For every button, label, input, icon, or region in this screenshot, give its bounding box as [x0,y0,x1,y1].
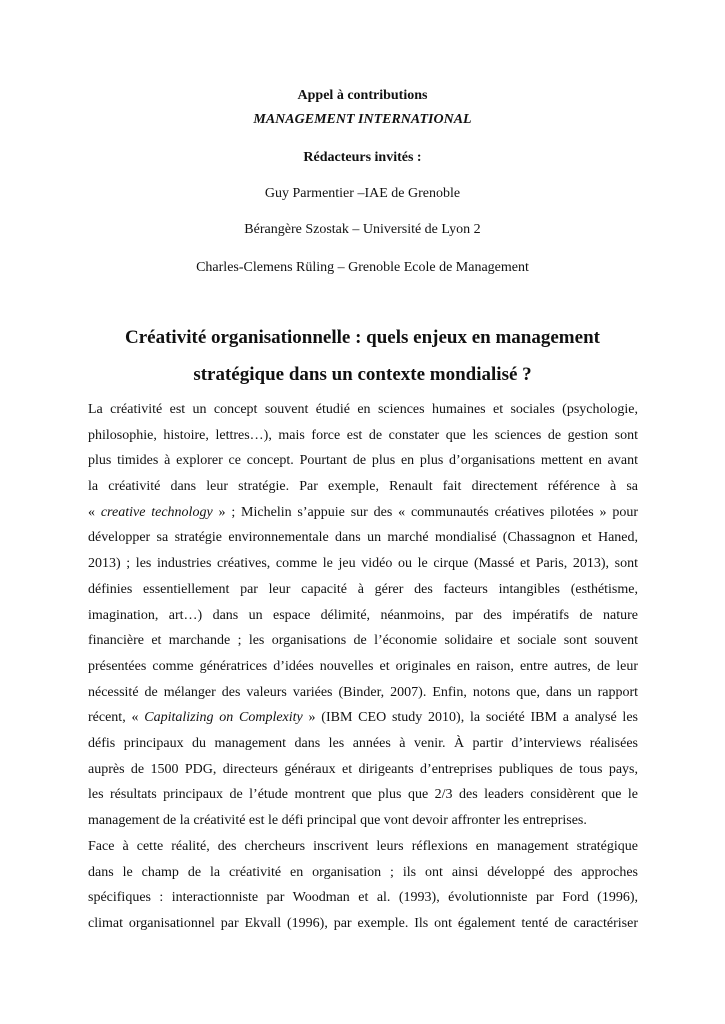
text-line: 2013) ; les industries créatives, comme le jeu vidéo ou le cirque (Massé et Paris, 2013), sont [88,556,638,572]
text-segment: récent, « [88,710,145,726]
text-line: management de la créativité est le défi principal que vont devoir affronter les entreprises. [88,813,587,828]
text-line: auprès de 1500 PDG, directeurs généraux et dirigeants d’entreprises publiques de tous pays, [88,761,638,777]
text-line: les résultats principaux de l’étude montrent que plus que 2/3 des leaders considèrent que le [88,787,638,803]
text-line: définies essentiellement par leur capacité à gérer des facteurs intangibles (esthétisme, [88,581,638,597]
creative-technology-term: creative technology [100,504,213,520]
text-line [88,500,638,526]
text-segment: » (IBM CEO study 2010), la société IBM a analysé les [302,710,638,726]
call-for-papers-heading: Appel à contributions [297,88,428,103]
paragraph-1 [88,397,638,834]
text-line: climat organisationnel par Ekvall (1996), par exemple. Ils ont également tenté de caractériser [88,916,638,932]
paragraph-2 [88,834,638,937]
guest-editors-label: Rédacteurs invités : [303,150,422,165]
text-line: nécessité de mélanger des valeurs variées (Binder, 2007). Enfin, notons que, dans un rapport [88,684,638,700]
text-line: spécifiques : interactionniste par Woodman et al. (1993), évolutionniste par Ford (1996), [88,890,638,906]
text-line: la créativité dans leur stratégie. Par exemple, Renault fait directement référence à sa [88,479,638,495]
quote-open: « [88,504,101,520]
text-line: La créativité est un concept souvent étudié en sciences humaines et sociales (psychologie, [88,402,638,417]
article-title-line-2: stratégique dans un contexte mondialisé ? [193,364,532,385]
text-line: défis principaux du management dans les années à venir. À partir d’interviews réalisées [88,735,638,751]
editor-2: Bérangère Szostak – Université de Lyon 2 [244,222,481,237]
text-line: financière et marchande ; les organisations de l’économie solidaire et sociale sont souvent [88,633,638,649]
text-line: plus timides à explorer ce concept. Pourtant de plus en plus d’organisations mettent en avant [88,453,638,469]
editor-1: Guy Parmentier –IAE de Grenoble [264,186,461,201]
text-line [88,705,638,731]
report-title: Capitalizing on Complexity [144,710,303,726]
text-segment: » ; Michelin s’appuie sur des « communautés créatives pilotées » pour [212,504,638,520]
journal-name: MANAGEMENT INTERNATIONAL [253,112,472,127]
text-line: présentées comme génératrices d’idées nouvelles et originales en raison, entre autres, de leur [88,658,638,674]
text-line: dans le champ de la créativité en organisation ; ils ont ainsi développé des approches [88,864,638,880]
editor-3: Charles-Clemens Rüling – Grenoble Ecole de Management [196,260,529,275]
text-line: Face à cette réalité, des chercheurs inscrivent leurs réflexions en management stratégique [88,839,638,854]
text-line: imagination, art…) dans un espace délimité, néanmoins, par des impératifs de nature [88,607,638,623]
text-line: développer sa stratégie environnementale dans un marché mondialisé (Chassagnon et Haned, [88,530,638,546]
article-title-line-1: Créativité organisationnelle : quels enjeux en management [125,327,600,348]
text-line: philosophie, histoire, lettres…), mais force est de constater que les sciences de gestion sont [88,427,638,443]
